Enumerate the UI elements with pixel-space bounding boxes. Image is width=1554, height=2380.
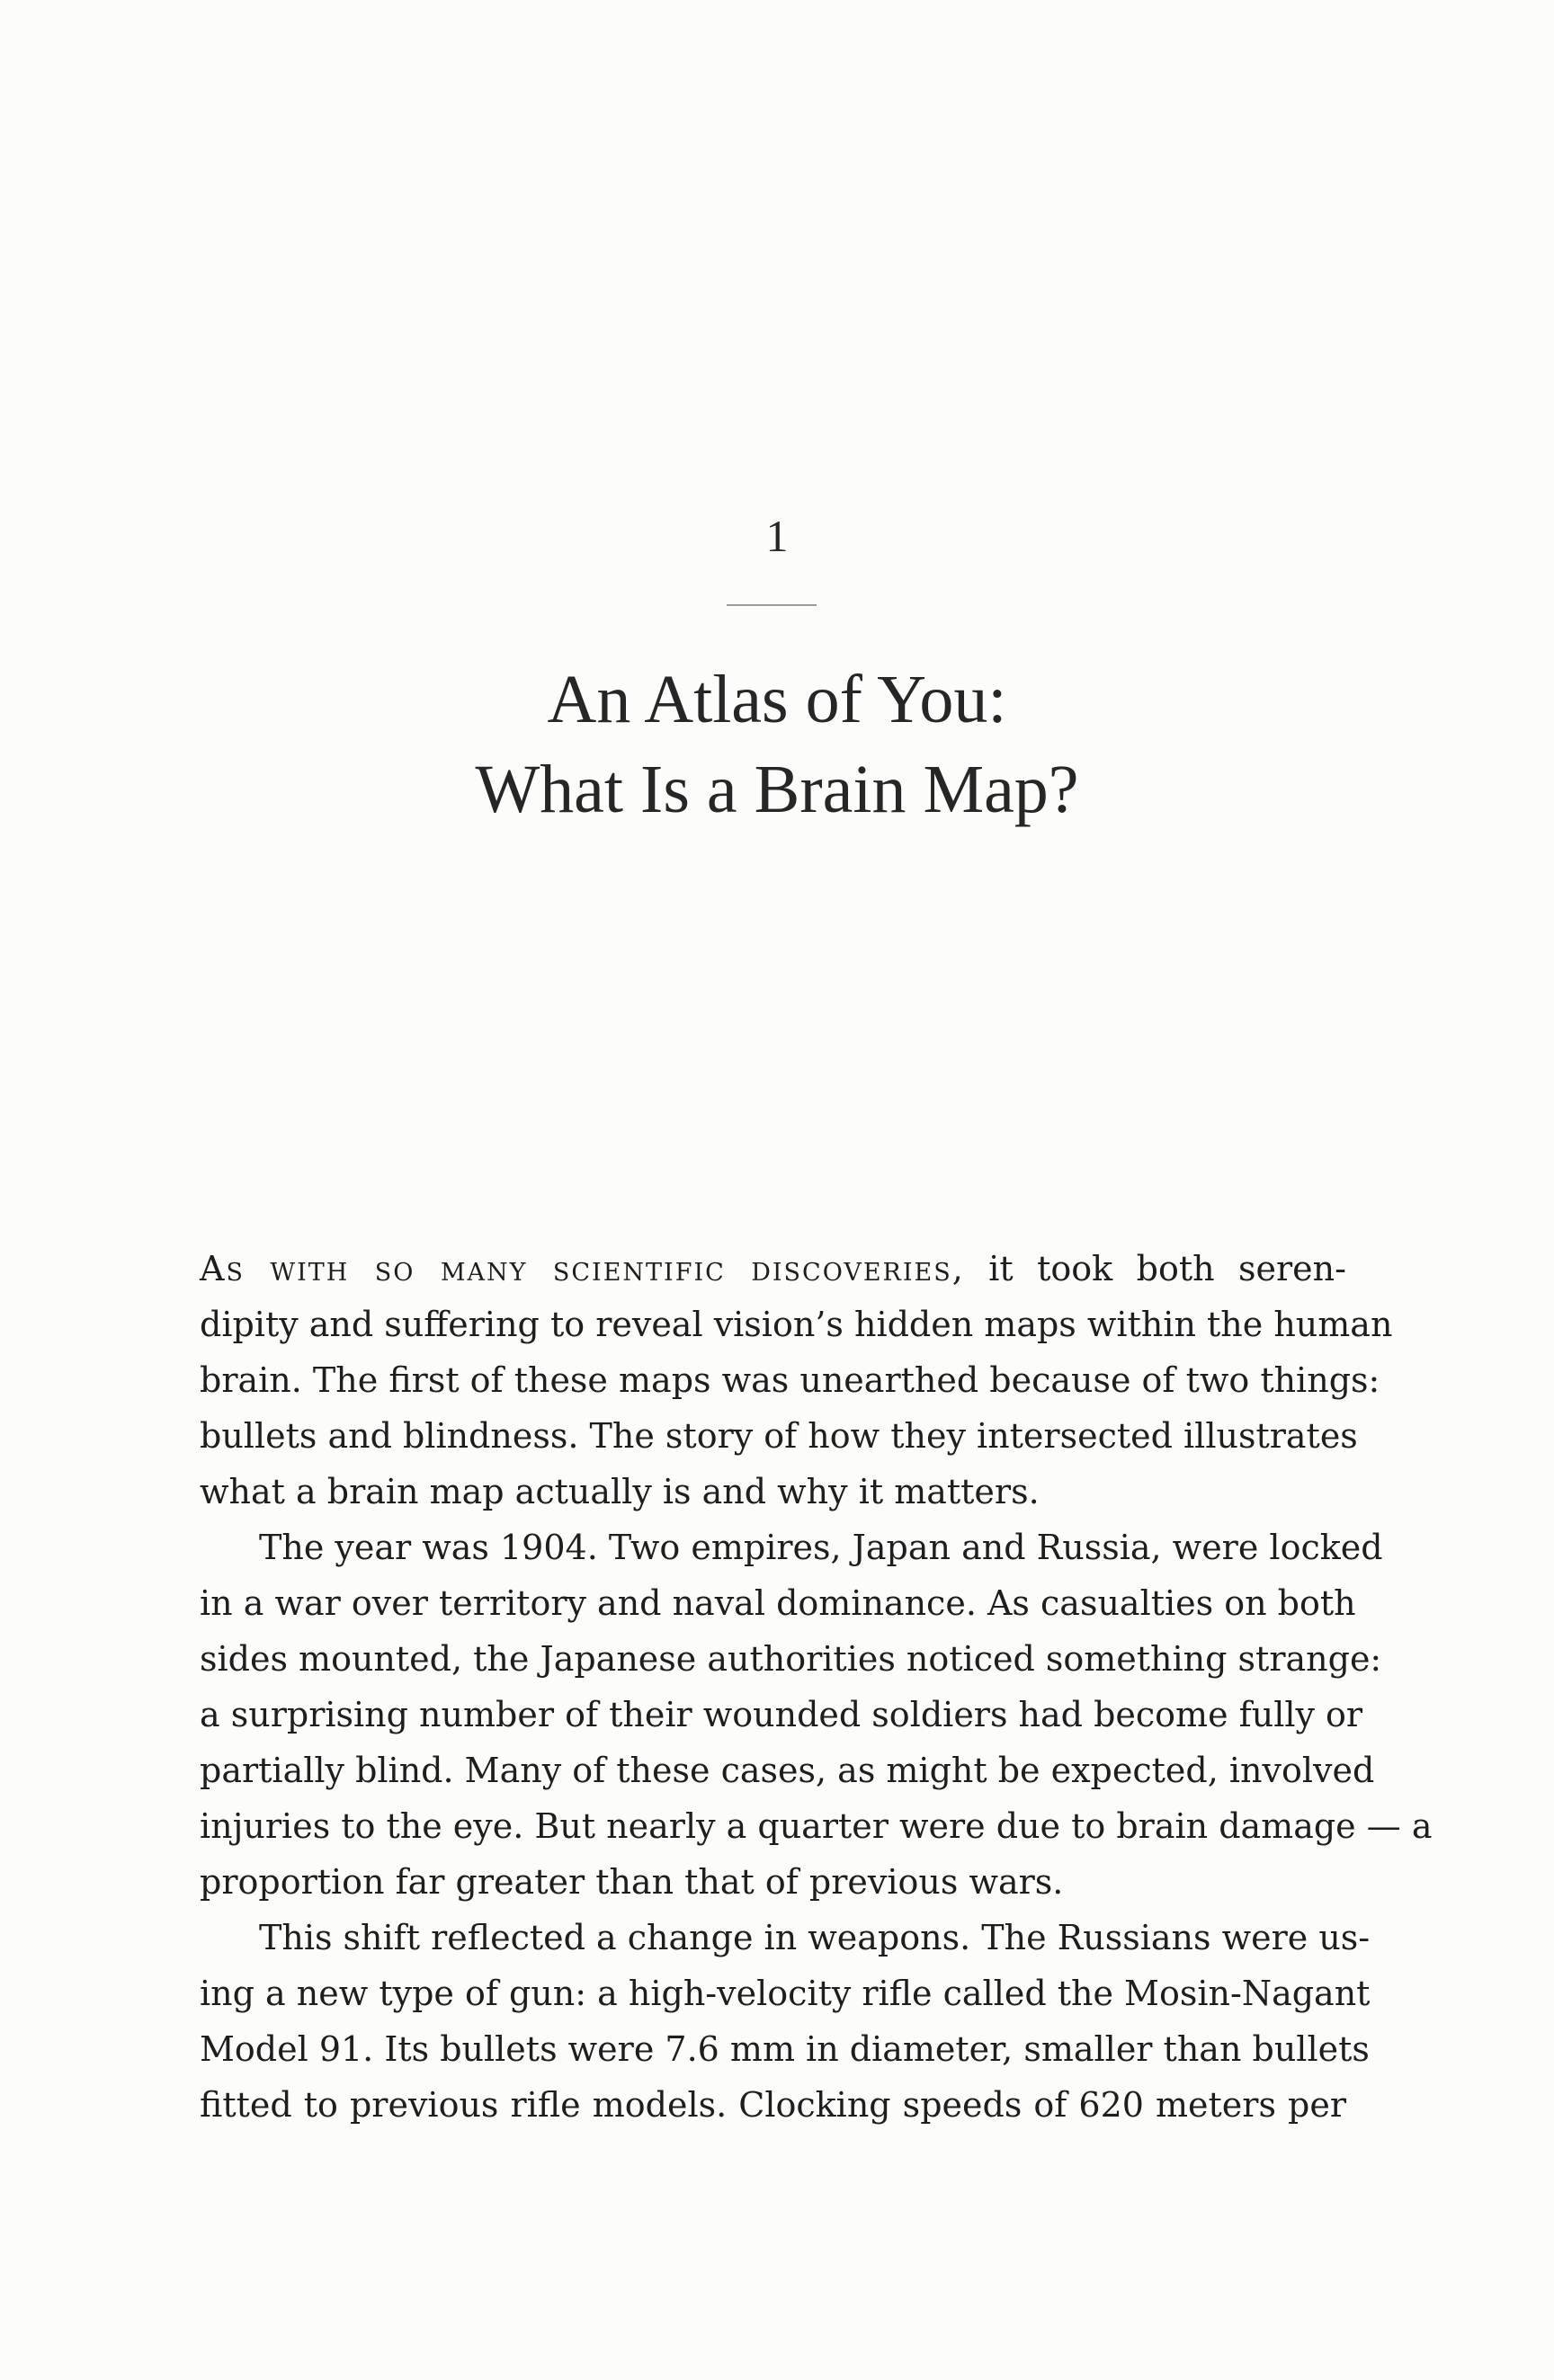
text-line: Model 91. Its bullets were 7.6 mm in diameter, smaller than bullets [200,2029,1370,2069]
chapter-body-text [200,1241,1433,2133]
text-line: in a war over territory and naval dominance. As casualties on both [200,1583,1356,1623]
text-line: partially blind. Many of these cases, as might be expected, involved [200,1751,1375,1790]
text-line: The year was 1904. Two empires, Japan and Russia, were locked [259,1528,1383,1567]
text-line: ing a new type of gun: a high-velocity rifle called the Mosin-Nagant [200,1974,1371,2013]
text-line [200,1241,1346,1297]
chapter-title-line-2: What Is a Brain Map? [475,752,1079,827]
text-line: fitted to previous rifle models. Clocking speeds of 620 meters per [200,2085,1346,2125]
text-line: proportion far greater than that of previous wars. [200,1862,1064,1902]
text-line: This shift reflected a change in weapons. The Russians were us- [259,1918,1371,1957]
text-line: what a brain map actually is and why it matters. [200,1472,1040,1511]
chapter-divider-rule [727,604,817,606]
text-line: dipity and suffering to reveal vision’s hidden maps within the human [200,1305,1393,1344]
small-caps-lead-in: As with so many scientific discoveries, [200,1249,965,1288]
text-line: a surprising number of their wounded soldiers had become fully or [200,1695,1363,1734]
chapter-number: 1 [765,511,789,561]
text-line: brain. The first of these maps was unearthed because of two things: [200,1360,1380,1400]
text-line: injuries to the eye. But nearly a quarter were due to brain damage — a [200,1806,1433,1846]
text-line-segment: it took both seren- [964,1249,1346,1288]
text-line: sides mounted, the Japanese authorities noticed something strange: [200,1639,1382,1679]
chapter-title-line-1: An Atlas of You: [547,662,1007,737]
chapter-title [0,655,1554,834]
text-line: bullets and blindness. The story of how they intersected illustrates [200,1416,1358,1456]
